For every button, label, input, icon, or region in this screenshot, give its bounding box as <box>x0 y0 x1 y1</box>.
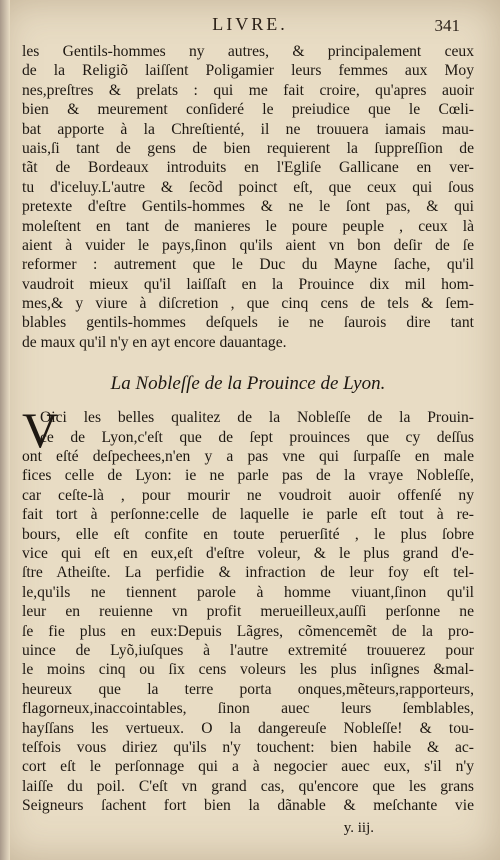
text-line: Oici les belles qualitez de la Nobleſſe de la Prouin- <box>40 409 474 427</box>
text-line: vaudroit mieux qu'il laiſſaſt en la Prouince dix mil hom- <box>22 275 474 293</box>
text-line: bat apporte à la Chreſtienté, il ne trouuera iamais mau- <box>22 120 474 138</box>
text-line: reformer : autrement que le Duc du Mayne ſache, qu'il <box>22 256 474 274</box>
text-line: vice qui eſt en eux,eſt d'eſtre voleur, & le plus grand d'e- <box>22 544 474 562</box>
text-line: cort eſt le perſonnage qui a à negocier auec eux, s'il n'y <box>22 758 474 776</box>
paragraph-2 <box>22 447 474 815</box>
text-line: ſe fie plus en eux:Depuis Lãgres, cõmencemẽt de la pro- <box>22 622 474 640</box>
text-line: teſfois vous diriez qu'ils n'y touchent: bien habile & ac- <box>22 738 474 756</box>
text-line: fices celle de Lyon: ie ne parle pas de la vraye Nobleſſe, <box>22 467 474 485</box>
text-line: Seigneurs ſachent fort bien la dãnable & meſchante vie <box>22 797 474 815</box>
text-line: nes,preſtres & prelats : qui me fait croire, qu'apres auoir <box>22 81 474 99</box>
text-line: uince de Lyõ,iuſques à l'autre extremité trouuerez pour <box>22 641 474 659</box>
text-line: de la Religiõ laiſſent Poligamier leurs femmes aux Moy <box>22 62 474 80</box>
text-line: ſtre Atheiſte. La perfidie & infraction de leur foy eſt tel- <box>22 564 474 582</box>
section-gap <box>22 352 474 368</box>
text-block <box>22 42 474 839</box>
text-line: heureux que la terre porta onques,mẽteurs,rapporteurs, <box>22 680 474 698</box>
text-line: les Gentils-hommes ny autres, & principalement ceux <box>22 43 474 60</box>
text-line: fait tort à perſonne:celle de laquelle ie parle eſt tout à re- <box>22 506 474 524</box>
text-line: laiſſe du poil. C'eſt vn grand cas, qu'encore que les grans <box>22 777 474 795</box>
text-line: moleſtent en tant de manieres le poure peuple , ceux là <box>22 217 474 235</box>
text-line: pretexte d'eſtre Gentils-hommes & ne le ſont pas, & qui <box>22 198 474 216</box>
text-line: mes,& y viure à diſcretion , que cinq cens de tels & ſem- <box>22 295 474 313</box>
text-line: ont eſté deſpechees,n'en y a pas vne qui ſurpaſſe en male <box>22 448 474 466</box>
paragraph-2-first-lines <box>22 408 474 447</box>
text-line: uais,ſi tant de gens de bien requierent la ſuppreſſion de <box>22 139 474 157</box>
text-line: aient à vuider le pays,ſinon qu'ils aient vn bon deſir de ſe <box>22 236 474 254</box>
text-line: bours, elle eſt confite en toute peruerſité , le plus ſobre <box>22 525 474 543</box>
page-gutter-shadow <box>0 0 10 860</box>
page-number: 341 <box>434 16 460 35</box>
text-line: car ceſte-là , pour mourir ne voudroit auoir offenſé ny <box>22 486 474 504</box>
text-line: ce de Lyon,c'eſt que de ſept prouinces que cy deſſus <box>40 428 474 446</box>
paragraph-1 <box>22 42 474 352</box>
text-line: de maux qu'il n'y en ayt encore dauantage. <box>22 333 287 351</box>
text-line: flagorneux,inaccointables, ſinon auec leurs ſemblables, <box>22 700 474 718</box>
text-line: le moins cinq ou ſix cens voleurs les plus inſignes &mal- <box>22 661 474 679</box>
text-line: le,qu'ils ne tiennent parole à homme viuant,ſinon qu'il <box>22 583 474 601</box>
text-line: bien & meurement conſideré le preiudice que le Cœli- <box>22 101 474 119</box>
drop-cap: V <box>22 402 59 459</box>
text-line: tãt de Bordeaux introduits en l'Egliſe Gallicane en ver- <box>22 159 474 177</box>
text-line: blables gentils-hommes deſquels ie ne ſaurois dire tant <box>22 314 474 332</box>
running-title: LIVRE. <box>212 14 288 34</box>
signature-mark: y. iij. <box>343 820 374 837</box>
text-line: leur en reuienne vn profit merueilleux,auſſi perſonne ne <box>22 603 474 621</box>
running-head <box>0 14 500 42</box>
text-line: tu d'iceluy.L'autre & ſecõd poinct eſt, que ceux qui ſous <box>22 178 474 196</box>
section-heading: La Nobleſſe de la Prouince de Lyon. <box>110 373 386 395</box>
text-line: hayſſans les vertueux. O la dangereuſe Nobleſſe! & tou- <box>22 719 474 737</box>
